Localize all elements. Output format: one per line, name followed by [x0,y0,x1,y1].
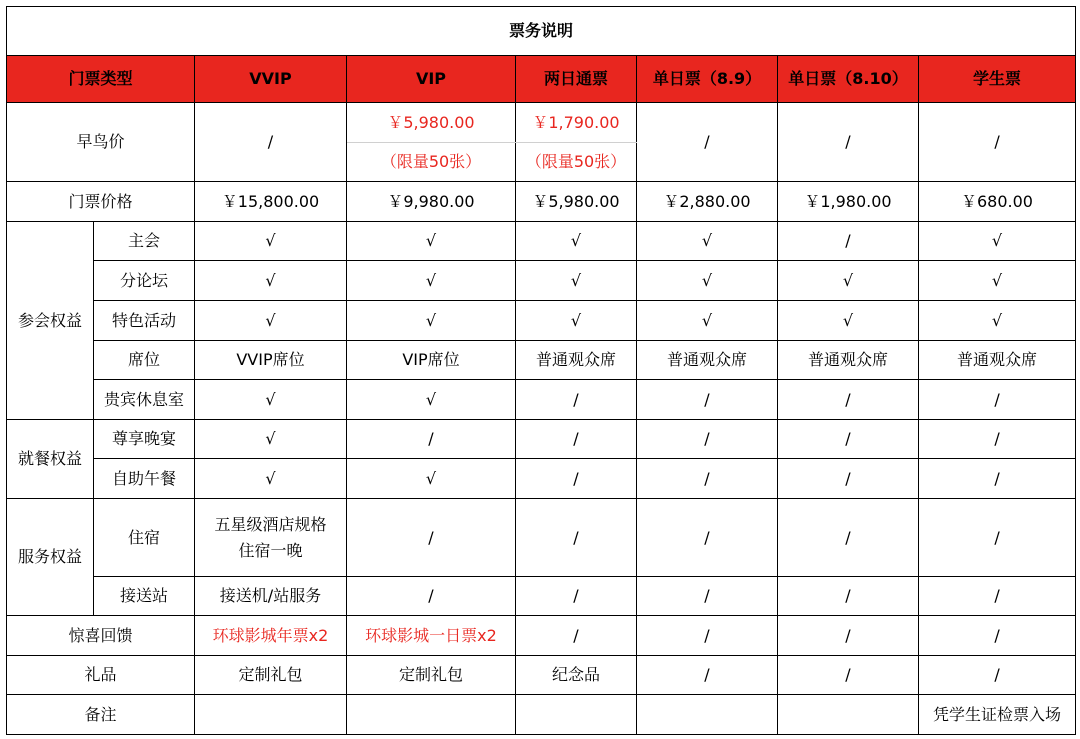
early-bird-day-8-10: / [778,103,919,182]
main-conf-row [7,222,1076,261]
header-student: 学生票 [919,56,1076,103]
early-bird-two-day-limit: （限量50张） [516,143,637,182]
gift-two-day: 纪念品 [516,656,637,695]
hotel-label: 住宿 [94,499,195,577]
activities-vip: √ [347,301,516,341]
group-participation: 参会权益 [7,222,94,420]
title-row [7,7,1076,56]
gift-label: 礼品 [7,656,195,695]
dinner-vip: / [347,420,516,459]
hotel-vip: / [347,499,516,577]
early-bird-student: / [919,103,1076,182]
price-vip: ￥9,980.00 [347,182,516,222]
surprise-day-8-10: / [778,616,919,656]
lunch-vip: √ [347,459,516,499]
header-ticket-type: 门票类型 [7,56,195,103]
dinner-row [7,420,1076,459]
seating-day-8-9: 普通观众席 [637,341,778,380]
header-two-day: 两日通票 [516,56,637,103]
forum-vip: √ [347,261,516,301]
forum-day-8-10: √ [778,261,919,301]
transfer-row [7,577,1076,616]
forum-row [7,261,1076,301]
header-vip: VIP [347,56,516,103]
forum-label: 分论坛 [94,261,195,301]
dinner-day-8-9: / [637,420,778,459]
lounge-day-8-10: / [778,380,919,420]
ticket-info-table [6,6,1076,735]
group-dining: 就餐权益 [7,420,94,499]
main-conf-vvip: √ [195,222,347,261]
forum-student: √ [919,261,1076,301]
price-day-8-10: ￥1,980.00 [778,182,919,222]
dinner-label: 尊享晚宴 [94,420,195,459]
lounge-vip: √ [347,380,516,420]
surprise-day-8-9: / [637,616,778,656]
price-student: ￥680.00 [919,182,1076,222]
forum-vvip: √ [195,261,347,301]
lunch-day-8-10: / [778,459,919,499]
seating-vvip: VVIP席位 [195,341,347,380]
lounge-vvip: √ [195,380,347,420]
remark-day-8-9 [637,695,778,735]
transfer-day-8-10: / [778,577,919,616]
remark-vvip [195,695,347,735]
lounge-two-day: / [516,380,637,420]
transfer-two-day: / [516,577,637,616]
hotel-student: / [919,499,1076,577]
gift-day-8-10: / [778,656,919,695]
price-vvip: ￥15,800.00 [195,182,347,222]
remark-day-8-10 [778,695,919,735]
lunch-two-day: / [516,459,637,499]
remark-row [7,695,1076,735]
seating-row [7,341,1076,380]
lunch-day-8-9: / [637,459,778,499]
transfer-label: 接送站 [94,577,195,616]
transfer-day-8-9: / [637,577,778,616]
hotel-day-8-10: / [778,499,919,577]
forum-day-8-9: √ [637,261,778,301]
main-conf-day-8-10: / [778,222,919,261]
lunch-vvip: √ [195,459,347,499]
table-title: 票务说明 [7,7,1076,56]
hotel-row [7,499,1076,577]
early-bird-vip-limit: （限量50张） [347,143,516,182]
surprise-row [7,616,1076,656]
lunch-row [7,459,1076,499]
early-bird-day-8-9: / [637,103,778,182]
gift-day-8-9: / [637,656,778,695]
transfer-student: / [919,577,1076,616]
gift-vvip: 定制礼包 [195,656,347,695]
lounge-student: / [919,380,1076,420]
remark-student: 凭学生证检票入场 [919,695,1076,735]
ticket-price-row [7,182,1076,222]
header-row [7,56,1076,103]
header-day-8-9: 单日票（8.9） [637,56,778,103]
early-bird-label: 早鸟价 [7,103,195,182]
hotel-vvip: 五星级酒店规格住宿一晚 [195,499,347,577]
gift-vip: 定制礼包 [347,656,516,695]
group-service: 服务权益 [7,499,94,616]
activities-row [7,301,1076,341]
remark-label: 备注 [7,695,195,735]
price-day-8-9: ￥2,880.00 [637,182,778,222]
seating-label: 席位 [94,341,195,380]
early-bird-vip-price: ￥5,980.00 [347,103,516,143]
early-bird-two-day-price: ￥1,790.00 [516,103,637,143]
remark-two-day [516,695,637,735]
header-vvip: VVIP [195,56,347,103]
activities-two-day: √ [516,301,637,341]
main-conf-label: 主会 [94,222,195,261]
ticket-price-label: 门票价格 [7,182,195,222]
early-bird-vvip: / [195,103,347,182]
transfer-vvip: 接送机/站服务 [195,577,347,616]
dinner-student: / [919,420,1076,459]
main-conf-two-day: √ [516,222,637,261]
lunch-label: 自助午餐 [94,459,195,499]
surprise-vvip: 环球影城年票x2 [195,616,347,656]
activities-day-8-10: √ [778,301,919,341]
activities-vvip: √ [195,301,347,341]
header-day-8-10: 单日票（8.10） [778,56,919,103]
activities-label: 特色活动 [94,301,195,341]
hotel-two-day: / [516,499,637,577]
surprise-vip: 环球影城一日票x2 [347,616,516,656]
seating-day-8-10: 普通观众席 [778,341,919,380]
surprise-student: / [919,616,1076,656]
seating-vip: VIP席位 [347,341,516,380]
price-two-day: ￥5,980.00 [516,182,637,222]
remark-vip [347,695,516,735]
surprise-two-day: / [516,616,637,656]
hotel-day-8-9: / [637,499,778,577]
surprise-label: 惊喜回馈 [7,616,195,656]
gift-row [7,656,1076,695]
activities-student: √ [919,301,1076,341]
main-conf-student: √ [919,222,1076,261]
lounge-row [7,380,1076,420]
lunch-student: / [919,459,1076,499]
early-bird-row [7,103,1076,143]
dinner-two-day: / [516,420,637,459]
main-conf-vip: √ [347,222,516,261]
transfer-vip: / [347,577,516,616]
activities-day-8-9: √ [637,301,778,341]
lounge-label: 贵宾休息室 [94,380,195,420]
lounge-day-8-9: / [637,380,778,420]
dinner-day-8-10: / [778,420,919,459]
gift-student: / [919,656,1076,695]
seating-two-day: 普通观众席 [516,341,637,380]
forum-two-day: √ [516,261,637,301]
dinner-vvip: √ [195,420,347,459]
main-conf-day-8-9: √ [637,222,778,261]
seating-student: 普通观众席 [919,341,1076,380]
